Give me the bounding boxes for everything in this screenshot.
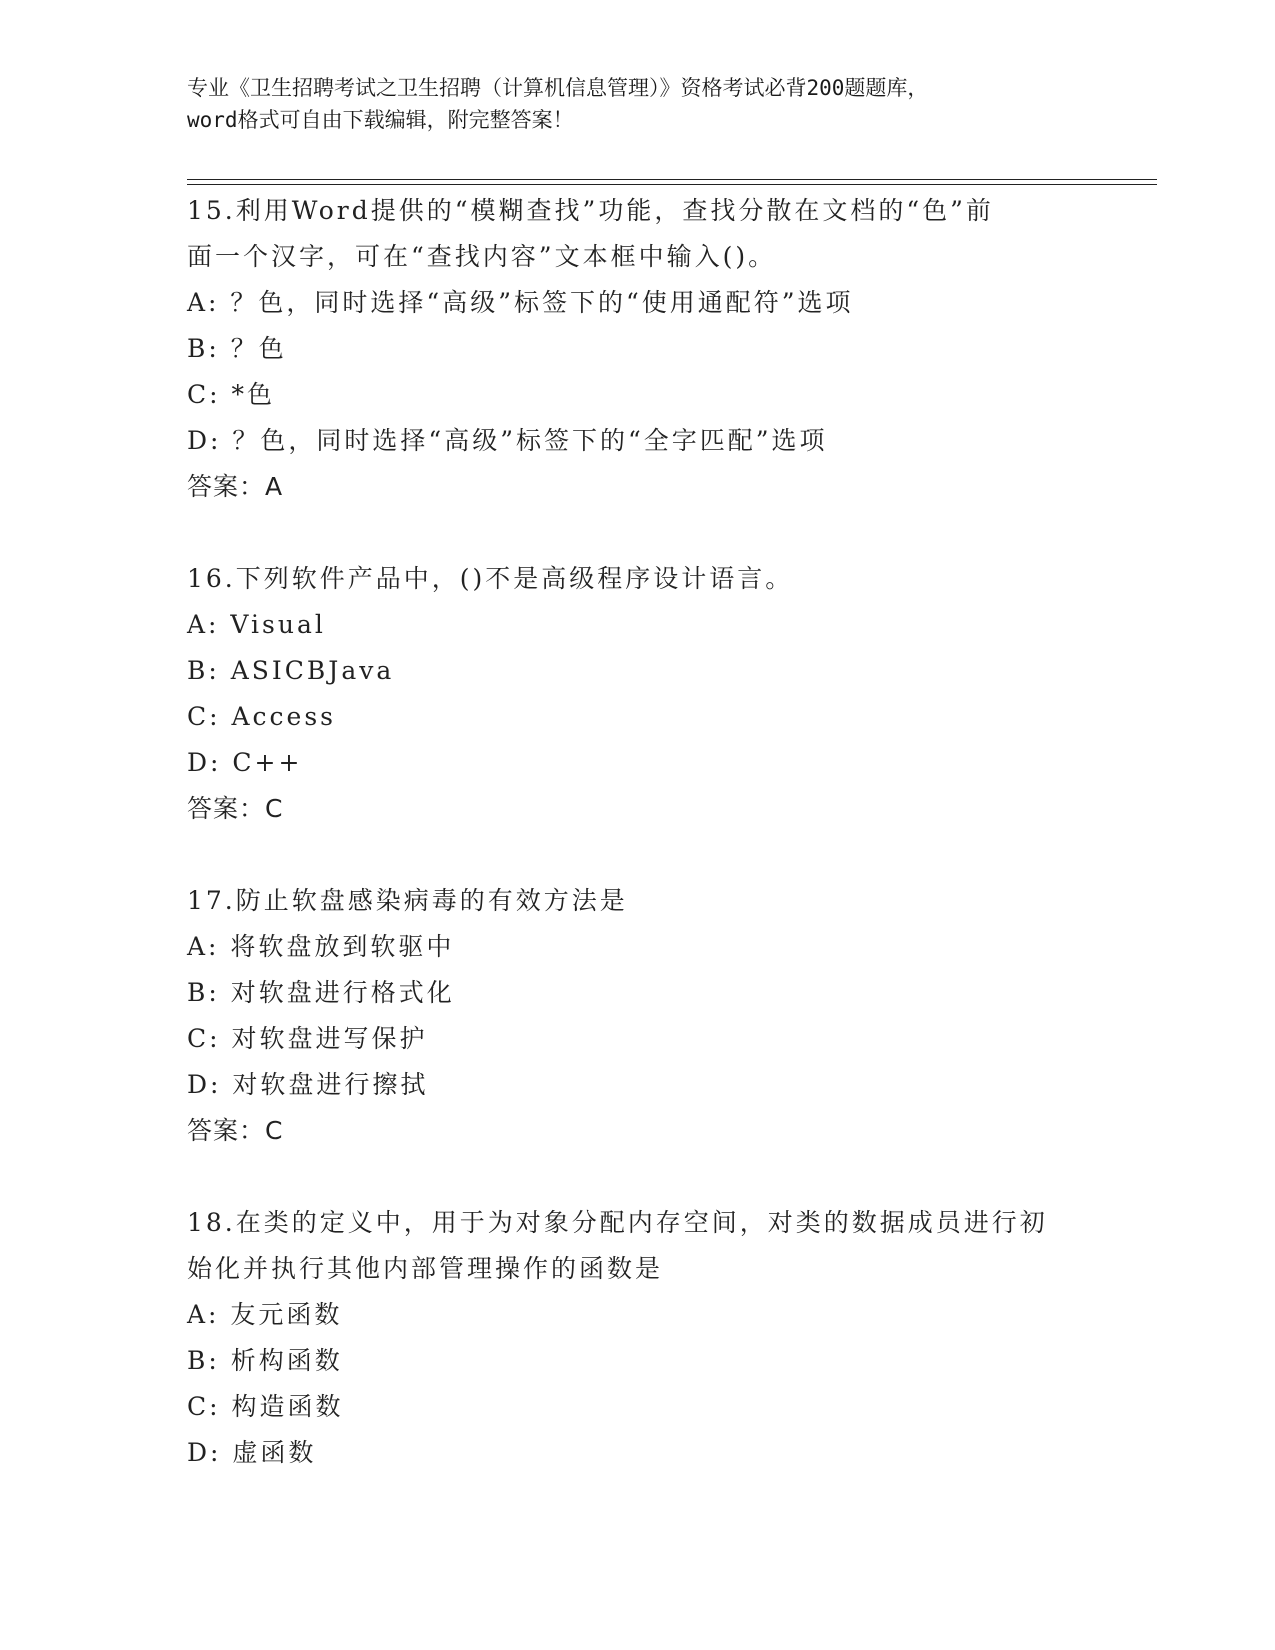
question-18: [187, 1200, 1087, 1476]
header-line-1: 专业《卫生招聘考试之卫生招聘（计算机信息管理）》资格考试必背200题题库，: [187, 76, 929, 100]
option-a: A: 将软盘放到软驱中: [187, 932, 455, 961]
question-stem-line: 18.在类的定义中，用于为对象分配内存空间，对类的数据成员进行初: [187, 1208, 1048, 1237]
option-c: C: 构造函数: [187, 1392, 344, 1421]
answer: 答案：C: [187, 794, 284, 823]
option-d: D: 虚函数: [187, 1438, 317, 1467]
question-stem-line: 15.利用Word提供的“模糊查找”功能，查找分散在文档的“色”前: [187, 196, 994, 225]
question-spacer: [187, 832, 1087, 878]
question-stem-line: 面一个汉字，可在“查找内容”文本框中输入()。: [187, 242, 777, 271]
answer: 答案：A: [187, 472, 284, 501]
option-a: A: 友元函数: [187, 1300, 343, 1329]
question-spacer: [187, 1154, 1087, 1200]
option-d: D: ？色，同时选择“高级”标签下的“全字匹配”选项: [187, 426, 828, 455]
question-stem-line: 17.防止软盘感染病毒的有效方法是: [187, 886, 628, 915]
header-divider-bottom: [187, 184, 1157, 185]
option-d: D: 对软盘进行擦拭: [187, 1070, 429, 1099]
option-b: B: ？色: [187, 334, 287, 363]
document-header: [187, 72, 1087, 136]
option-b: B: 析构函数: [187, 1346, 343, 1375]
option-c: C: Access: [187, 702, 337, 731]
option-b: B: 对软盘进行格式化: [187, 978, 455, 1007]
question-15: [187, 188, 1087, 510]
option-a: A: ？色，同时选择“高级”标签下的“使用通配符”选项: [187, 288, 854, 317]
option-a: A: Visual: [187, 610, 326, 639]
option-d: D: C++: [187, 748, 303, 777]
option-b: B: ASICBJava: [187, 656, 395, 685]
question-17: [187, 878, 1087, 1154]
header-divider-top: [187, 179, 1157, 180]
question-list: [187, 188, 1087, 1476]
question-stem-line: 始化并执行其他内部管理操作的函数是: [187, 1254, 664, 1283]
question-stem-line: 16.下列软件产品中，()不是高级程序设计语言。: [187, 564, 794, 593]
question-spacer: [187, 510, 1087, 556]
answer: 答案：C: [187, 1116, 284, 1145]
option-c: C: *色: [187, 380, 275, 409]
question-16: [187, 556, 1087, 832]
header-line-2: word格式可自由下载编辑，附完整答案！: [187, 108, 574, 132]
option-c: C: 对软盘进写保护: [187, 1024, 428, 1053]
